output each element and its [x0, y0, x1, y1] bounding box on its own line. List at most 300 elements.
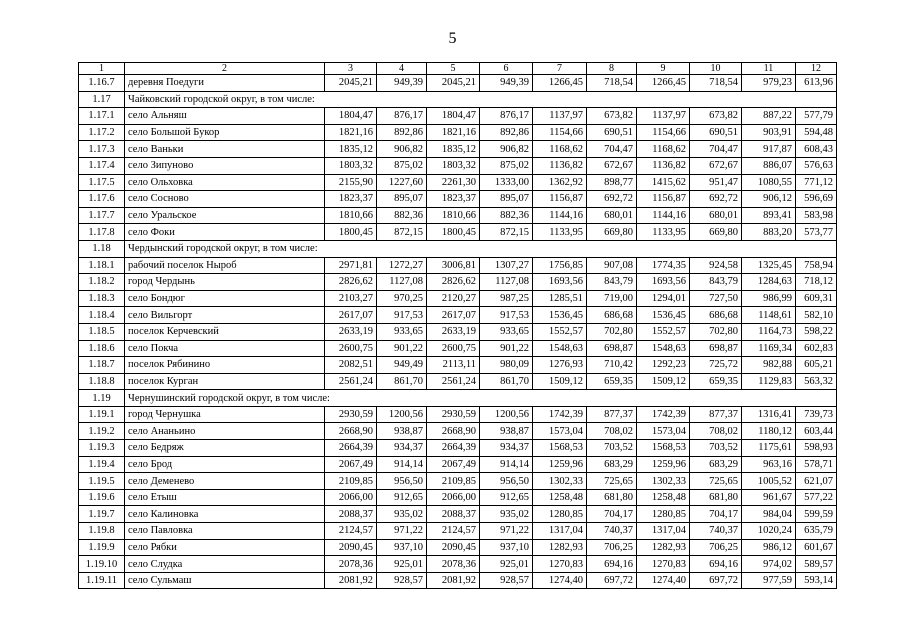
value-cell: 1175,61 [742, 440, 796, 457]
value-cell: 1169,34 [742, 340, 796, 357]
value-cell: 599,59 [796, 506, 837, 523]
value-cell: 578,71 [796, 456, 837, 473]
column-number-cell: 6 [480, 63, 533, 75]
value-cell: 1810,66 [325, 207, 377, 224]
value-cell: 928,57 [377, 572, 427, 589]
value-cell: 877,37 [587, 406, 637, 423]
value-cell: 1266,45 [533, 75, 587, 92]
column-number-cell: 1 [79, 63, 125, 75]
value-cell: 956,50 [377, 473, 427, 490]
value-cell: 935,02 [480, 506, 533, 523]
settlement-name-cell: село Сосново [125, 191, 325, 208]
row-number-cell: 1.18.2 [79, 274, 125, 291]
row-number-cell: 1.17.8 [79, 224, 125, 241]
value-cell: 2109,85 [325, 473, 377, 490]
value-cell: 1280,85 [637, 506, 690, 523]
table-row [79, 440, 837, 457]
value-cell: 681,80 [690, 489, 742, 506]
value-cell: 2124,57 [325, 523, 377, 540]
row-number-cell: 1.19 [79, 390, 125, 407]
value-cell: 1536,45 [637, 307, 690, 324]
value-cell: 1835,12 [325, 141, 377, 158]
value-cell: 917,53 [377, 307, 427, 324]
value-cell: 977,59 [742, 572, 796, 589]
value-cell: 1835,12 [427, 141, 480, 158]
value-cell: 1168,62 [637, 141, 690, 158]
settlement-name-cell: село Ананьино [125, 423, 325, 440]
value-cell: 970,25 [377, 290, 427, 307]
row-number-cell: 1.18.7 [79, 357, 125, 374]
table-row [79, 108, 837, 125]
value-cell: 895,07 [377, 191, 427, 208]
value-cell: 2103,27 [325, 290, 377, 307]
value-cell: 659,35 [587, 373, 637, 390]
value-cell: 906,82 [377, 141, 427, 158]
value-cell: 2633,19 [325, 323, 377, 340]
value-cell: 843,79 [587, 274, 637, 291]
value-cell: 2120,27 [427, 290, 480, 307]
value-cell: 740,37 [587, 523, 637, 540]
row-number-cell: 1.18.6 [79, 340, 125, 357]
value-cell: 1693,56 [637, 274, 690, 291]
value-cell: 1276,93 [533, 357, 587, 374]
value-cell: 949,49 [377, 357, 427, 374]
value-cell: 1742,39 [637, 406, 690, 423]
value-cell: 1552,57 [637, 323, 690, 340]
value-cell: 1509,12 [533, 373, 587, 390]
column-number-cell: 4 [377, 63, 427, 75]
value-cell: 577,79 [796, 108, 837, 125]
value-cell: 2664,39 [427, 440, 480, 457]
value-cell: 771,12 [796, 174, 837, 191]
value-cell: 673,82 [690, 108, 742, 125]
value-cell: 1156,87 [637, 191, 690, 208]
value-cell: 706,25 [690, 539, 742, 556]
value-cell: 1284,63 [742, 274, 796, 291]
value-cell: 681,80 [587, 489, 637, 506]
value-cell: 690,51 [587, 124, 637, 141]
value-cell: 933,65 [377, 323, 427, 340]
value-cell: 573,77 [796, 224, 837, 241]
row-number-cell: 1.19.2 [79, 423, 125, 440]
value-cell: 1415,62 [637, 174, 690, 191]
value-cell: 694,16 [587, 556, 637, 573]
value-cell: 924,58 [690, 257, 742, 274]
value-cell: 2124,57 [427, 523, 480, 540]
table-row [79, 207, 837, 224]
value-cell: 872,15 [480, 224, 533, 241]
table-row [79, 174, 837, 191]
table-row [79, 157, 837, 174]
settlement-name-cell: село Деменево [125, 473, 325, 490]
value-cell: 1200,56 [377, 406, 427, 423]
value-cell: 1285,51 [533, 290, 587, 307]
value-cell: 951,47 [690, 174, 742, 191]
table-row [79, 274, 837, 291]
value-cell: 2930,59 [427, 406, 480, 423]
value-cell: 2088,37 [325, 506, 377, 523]
value-cell: 934,37 [480, 440, 533, 457]
value-cell: 877,37 [690, 406, 742, 423]
value-cell: 1317,04 [637, 523, 690, 540]
value-cell: 594,48 [796, 124, 837, 141]
value-cell: 2664,39 [325, 440, 377, 457]
row-number-cell: 1.16.7 [79, 75, 125, 92]
value-cell: 1536,45 [533, 307, 587, 324]
value-cell: 740,37 [690, 523, 742, 540]
value-cell: 725,65 [690, 473, 742, 490]
value-cell: 1282,93 [533, 539, 587, 556]
row-number-cell: 1.19.4 [79, 456, 125, 473]
value-cell: 2668,90 [427, 423, 480, 440]
value-cell: 886,07 [742, 157, 796, 174]
value-cell: 984,04 [742, 506, 796, 523]
value-cell: 1292,23 [637, 357, 690, 374]
value-cell: 1127,08 [377, 274, 427, 291]
row-number-cell: 1.19.7 [79, 506, 125, 523]
value-cell: 1270,83 [637, 556, 690, 573]
page-number: 5 [448, 30, 457, 47]
value-cell: 697,72 [587, 572, 637, 589]
value-cell: 727,50 [690, 290, 742, 307]
value-cell: 2155,90 [325, 174, 377, 191]
value-cell: 680,01 [690, 207, 742, 224]
value-cell: 2261,30 [427, 174, 480, 191]
value-cell: 603,44 [796, 423, 837, 440]
value-cell: 895,07 [480, 191, 533, 208]
value-cell: 2081,92 [427, 572, 480, 589]
value-cell: 2078,36 [427, 556, 480, 573]
value-cell: 1821,16 [325, 124, 377, 141]
value-cell: 690,51 [690, 124, 742, 141]
value-cell: 1316,41 [742, 406, 796, 423]
value-cell: 901,22 [377, 340, 427, 357]
value-cell: 2668,90 [325, 423, 377, 440]
value-cell: 692,72 [587, 191, 637, 208]
value-cell: 683,29 [690, 456, 742, 473]
value-cell: 1127,08 [480, 274, 533, 291]
value-cell: 875,02 [480, 157, 533, 174]
value-cell: 901,22 [480, 340, 533, 357]
row-number-cell: 1.19.8 [79, 523, 125, 540]
value-cell: 1509,12 [637, 373, 690, 390]
value-cell: 702,80 [690, 323, 742, 340]
value-cell: 963,16 [742, 456, 796, 473]
value-cell: 1136,82 [637, 157, 690, 174]
value-cell: 1200,56 [480, 406, 533, 423]
value-cell: 928,57 [480, 572, 533, 589]
value-cell: 758,94 [796, 257, 837, 274]
row-number-cell: 1.18 [79, 240, 125, 257]
value-cell: 1568,53 [533, 440, 587, 457]
value-cell: 704,17 [690, 506, 742, 523]
settlement-name-cell: деревня Поедуги [125, 75, 325, 92]
section-row [79, 240, 837, 257]
value-cell: 1005,52 [742, 473, 796, 490]
row-number-cell: 1.19.10 [79, 556, 125, 573]
value-cell: 933,65 [480, 323, 533, 340]
value-cell: 1227,60 [377, 174, 427, 191]
value-cell: 698,87 [690, 340, 742, 357]
value-cell: 1136,82 [533, 157, 587, 174]
value-cell: 1270,83 [533, 556, 587, 573]
value-cell: 971,22 [377, 523, 427, 540]
settlement-name-cell: село Уральское [125, 207, 325, 224]
value-cell: 1144,16 [637, 207, 690, 224]
value-cell: 576,63 [796, 157, 837, 174]
table-row [79, 357, 837, 374]
settlement-name-cell: село Вильгорт [125, 307, 325, 324]
value-cell: 1168,62 [533, 141, 587, 158]
value-cell: 961,67 [742, 489, 796, 506]
table-row [79, 257, 837, 274]
value-cell: 2067,49 [427, 456, 480, 473]
value-cell: 2082,51 [325, 357, 377, 374]
value-cell: 938,87 [377, 423, 427, 440]
value-cell: 883,20 [742, 224, 796, 241]
settlement-name-cell: город Чердынь [125, 274, 325, 291]
value-cell: 719,00 [587, 290, 637, 307]
value-cell: 1258,48 [533, 489, 587, 506]
value-cell: 1154,66 [533, 124, 587, 141]
value-cell: 1154,66 [637, 124, 690, 141]
settlement-name-cell: село Сульмаш [125, 572, 325, 589]
value-cell: 987,25 [480, 290, 533, 307]
value-cell: 2826,62 [427, 274, 480, 291]
row-number-cell: 1.17.5 [79, 174, 125, 191]
value-cell: 703,52 [690, 440, 742, 457]
value-cell: 621,07 [796, 473, 837, 490]
row-number-cell: 1.17.3 [79, 141, 125, 158]
row-number-cell: 1.19.6 [79, 489, 125, 506]
value-cell: 686,68 [587, 307, 637, 324]
value-cell: 1742,39 [533, 406, 587, 423]
value-cell: 2633,19 [427, 323, 480, 340]
value-cell: 1302,33 [637, 473, 690, 490]
settlement-name-cell: село Ваньки [125, 141, 325, 158]
value-cell: 1325,45 [742, 257, 796, 274]
table-row [79, 473, 837, 490]
settlement-name-cell: село Бондюг [125, 290, 325, 307]
value-cell: 589,57 [796, 556, 837, 573]
value-cell: 704,47 [690, 141, 742, 158]
column-number-cell: 5 [427, 63, 480, 75]
table-body [79, 63, 837, 589]
value-cell: 698,87 [587, 340, 637, 357]
value-cell: 725,65 [587, 473, 637, 490]
value-cell: 986,12 [742, 539, 796, 556]
value-cell: 1258,48 [637, 489, 690, 506]
row-number-cell: 1.18.5 [79, 323, 125, 340]
value-cell: 1810,66 [427, 207, 480, 224]
value-cell: 692,72 [690, 191, 742, 208]
value-cell: 876,17 [377, 108, 427, 125]
value-cell: 887,22 [742, 108, 796, 125]
value-cell: 974,02 [742, 556, 796, 573]
value-cell: 882,36 [480, 207, 533, 224]
value-cell: 609,31 [796, 290, 837, 307]
value-cell: 1148,61 [742, 307, 796, 324]
row-number-cell: 1.17.2 [79, 124, 125, 141]
value-cell: 986,99 [742, 290, 796, 307]
value-cell: 583,98 [796, 207, 837, 224]
column-number-cell: 8 [587, 63, 637, 75]
value-cell: 1020,24 [742, 523, 796, 540]
settlement-name-cell: город Чернушка [125, 406, 325, 423]
value-cell: 1774,35 [637, 257, 690, 274]
section-row [79, 91, 837, 108]
value-cell: 956,50 [480, 473, 533, 490]
table-row [79, 572, 837, 589]
row-number-cell: 1.18.1 [79, 257, 125, 274]
value-cell: 563,32 [796, 373, 837, 390]
value-cell: 672,67 [690, 157, 742, 174]
value-cell: 906,12 [742, 191, 796, 208]
value-cell: 934,37 [377, 440, 427, 457]
settlement-name-cell: село Слудка [125, 556, 325, 573]
table-row [79, 456, 837, 473]
value-cell: 708,02 [690, 423, 742, 440]
value-cell: 1823,37 [427, 191, 480, 208]
settlement-name-cell: село Большой Букор [125, 124, 325, 141]
value-cell: 704,17 [587, 506, 637, 523]
value-cell: 605,21 [796, 357, 837, 374]
value-cell: 892,86 [377, 124, 427, 141]
value-cell: 669,80 [587, 224, 637, 241]
value-cell: 949,39 [480, 75, 533, 92]
value-cell: 598,22 [796, 323, 837, 340]
value-cell: 694,16 [690, 556, 742, 573]
value-cell: 1548,63 [637, 340, 690, 357]
value-cell: 3006,81 [427, 257, 480, 274]
settlement-name-cell: поселок Керчевский [125, 323, 325, 340]
value-cell: 683,29 [587, 456, 637, 473]
value-cell: 2078,36 [325, 556, 377, 573]
value-cell: 1144,16 [533, 207, 587, 224]
table-row [79, 556, 837, 573]
value-cell: 872,15 [377, 224, 427, 241]
section-title-cell: Чердынский городской округ, в том числе: [125, 240, 837, 257]
table-row [79, 406, 837, 423]
value-cell: 2081,92 [325, 572, 377, 589]
value-cell: 2045,21 [427, 75, 480, 92]
value-cell: 1804,47 [325, 108, 377, 125]
value-cell: 1548,63 [533, 340, 587, 357]
value-cell: 739,73 [796, 406, 837, 423]
row-number-cell: 1.18.3 [79, 290, 125, 307]
table-row [79, 340, 837, 357]
value-cell: 1302,33 [533, 473, 587, 490]
column-number-cell: 10 [690, 63, 742, 75]
value-cell: 598,93 [796, 440, 837, 457]
value-cell: 980,09 [480, 357, 533, 374]
value-cell: 1274,40 [533, 572, 587, 589]
value-cell: 1568,53 [637, 440, 690, 457]
row-number-cell: 1.19.11 [79, 572, 125, 589]
value-cell: 1317,04 [533, 523, 587, 540]
value-cell: 2113,11 [427, 357, 480, 374]
settlement-name-cell: поселок Рябинино [125, 357, 325, 374]
settlement-name-cell: село Рябки [125, 539, 325, 556]
value-cell: 1137,97 [533, 108, 587, 125]
value-cell: 917,53 [480, 307, 533, 324]
value-cell: 582,10 [796, 307, 837, 324]
value-cell: 935,02 [377, 506, 427, 523]
row-number-cell: 1.17.6 [79, 191, 125, 208]
column-number-cell: 12 [796, 63, 837, 75]
table-row [79, 191, 837, 208]
value-cell: 608,43 [796, 141, 837, 158]
row-number-cell: 1.18.4 [79, 307, 125, 324]
settlement-name-cell: рабочий поселок Ныроб [125, 257, 325, 274]
table-row [79, 141, 837, 158]
value-cell: 1282,93 [637, 539, 690, 556]
value-cell: 1266,45 [637, 75, 690, 92]
value-cell: 843,79 [690, 274, 742, 291]
value-cell: 2066,00 [427, 489, 480, 506]
settlement-name-cell: село Брод [125, 456, 325, 473]
table-row [79, 423, 837, 440]
value-cell: 1552,57 [533, 323, 587, 340]
table-row [79, 124, 837, 141]
column-number-cell: 2 [125, 63, 325, 75]
value-cell: 593,14 [796, 572, 837, 589]
value-cell: 2600,75 [325, 340, 377, 357]
settlement-name-cell: село Фоки [125, 224, 325, 241]
row-number-cell: 1.17.1 [79, 108, 125, 125]
value-cell: 892,86 [480, 124, 533, 141]
value-cell: 602,83 [796, 340, 837, 357]
value-cell: 937,10 [377, 539, 427, 556]
value-cell: 1693,56 [533, 274, 587, 291]
value-cell: 1280,85 [533, 506, 587, 523]
value-cell: 938,87 [480, 423, 533, 440]
settlement-name-cell: село Етыш [125, 489, 325, 506]
value-cell: 1803,32 [325, 157, 377, 174]
value-cell: 2617,07 [325, 307, 377, 324]
value-cell: 2045,21 [325, 75, 377, 92]
table-row [79, 290, 837, 307]
value-cell: 912,65 [480, 489, 533, 506]
value-cell: 1756,85 [533, 257, 587, 274]
table-row [79, 506, 837, 523]
value-cell: 875,02 [377, 157, 427, 174]
value-cell: 925,01 [480, 556, 533, 573]
value-cell: 2088,37 [427, 506, 480, 523]
value-cell: 925,01 [377, 556, 427, 573]
row-number-cell: 1.17 [79, 91, 125, 108]
value-cell: 708,02 [587, 423, 637, 440]
section-title-cell: Чайковский городской округ, в том числе: [125, 91, 837, 108]
settlement-name-cell: село Покча [125, 340, 325, 357]
value-cell: 1156,87 [533, 191, 587, 208]
value-cell: 706,25 [587, 539, 637, 556]
value-cell: 2561,24 [427, 373, 480, 390]
value-cell: 2930,59 [325, 406, 377, 423]
value-cell: 912,65 [377, 489, 427, 506]
value-cell: 906,82 [480, 141, 533, 158]
value-cell: 1804,47 [427, 108, 480, 125]
settlement-name-cell: поселок Курган [125, 373, 325, 390]
value-cell: 982,88 [742, 357, 796, 374]
value-cell: 979,23 [742, 75, 796, 92]
value-cell: 1821,16 [427, 124, 480, 141]
value-cell: 1137,97 [637, 108, 690, 125]
value-cell: 680,01 [587, 207, 637, 224]
value-cell: 635,79 [796, 523, 837, 540]
value-cell: 876,17 [480, 108, 533, 125]
row-number-cell: 1.17.7 [79, 207, 125, 224]
